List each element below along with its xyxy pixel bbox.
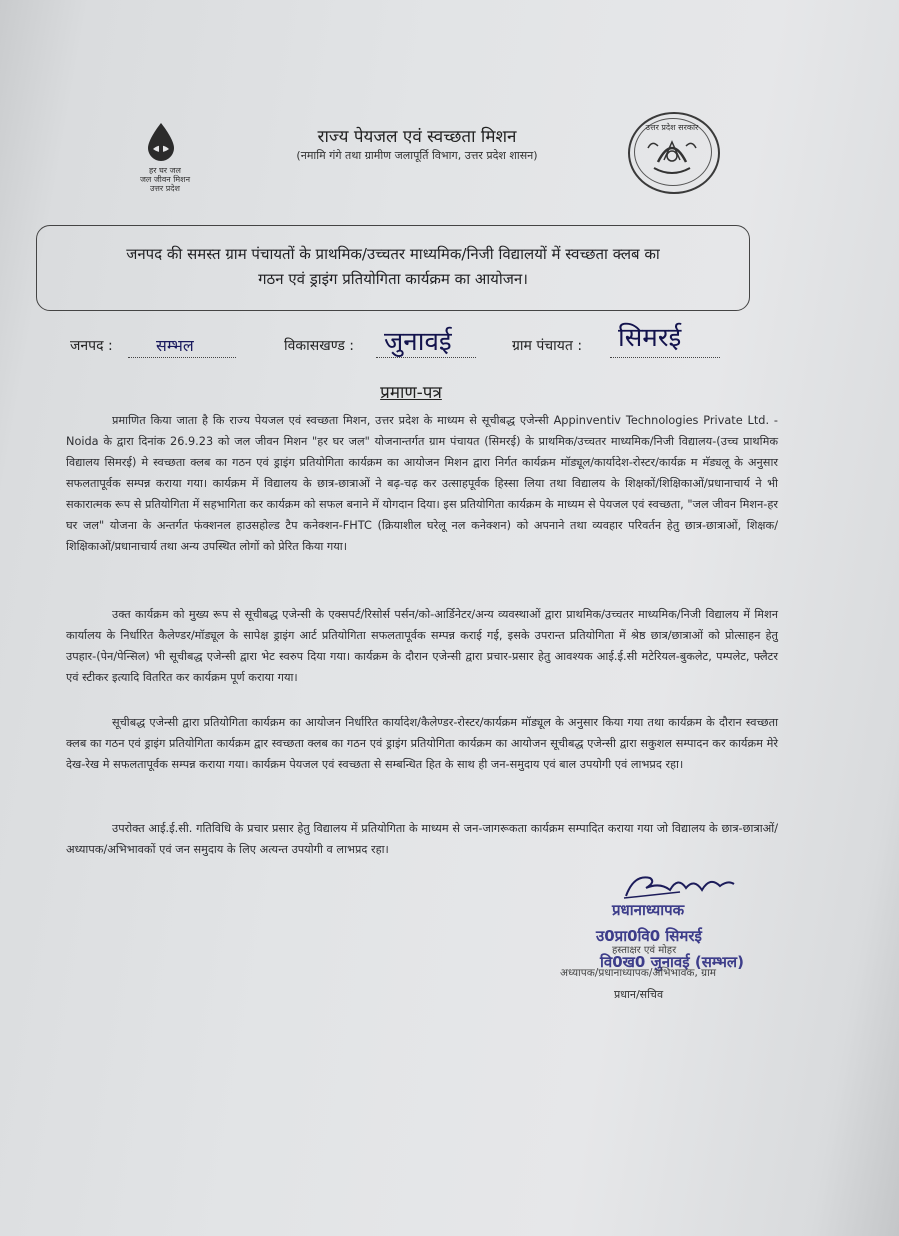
paragraph-3: सूचीबद्ध एजेन्सी द्वारा प्रतियोगिता कार्यक्रम का आयोजन निर्धारित कार्यादेश/कैलेण्डर-रोस्टर/कार्यक्रम मॉड्यूल के अनुसार किया गया तथा कार्यक्रम के दौरान स्वच्छता क्लब का गठन एवं ड्राइंग प्रतियोगिता कार्यक्रम द्वार स्वच्छता क्लब का गठन एवं ड्राइंग प्रतियोगिता कार्यक्रम का आयोजन सूचीबद्ध एजेन्सी द्वारा सकुशल सम्पादन कर कार्यक्रम मेरे देख-रेख मे सफलतापूर्वक सम्पन्न कराया गया। कार्यक्रम पेयजल एवं स्वच्छता से सम्बन्धित हित के साथ ही जन-समुदाय एवं बाल उपयोगी एवं लाभप्रद रहा। xyxy=(66,716,778,771)
stamp-line-3: वि0ख0 जुनावई (सम्भल) xyxy=(600,953,744,971)
seal-text: उत्तर प्रदेश सरकार xyxy=(645,123,699,132)
sign-label: हस्ताक्षर एवं मोहर xyxy=(612,945,677,956)
jal-jeevan-mission-logo xyxy=(130,122,200,192)
district-value: सम्भल xyxy=(156,336,194,355)
org-title: राज्य पेयजल एवं स्वच्छता मिशन xyxy=(317,127,517,147)
banner-line-2: गठन एवं ड्राइंग प्रतियोगिता कार्यक्रम का आयोजन। xyxy=(258,270,528,288)
paragraph-4: उपरोक्त आई.ई.सी. गतिविधि के प्रचार प्रसार हेतु विद्यालय में प्रतियोगिता के माध्यम से जन-जागरूकता कार्यक्रम सम्पादित कराया गया जो विद्यालय के छात्र-छात्राओं/अध्यापक/अभिभावकों एवं जन समुदाय के लिए अत्यन्त उपयोगी व लाभप्रद रहा। xyxy=(66,822,778,856)
gram-panchayat-label: ग्राम पंचायत : xyxy=(512,338,583,354)
gram-panchayat-value: सिमरई xyxy=(618,323,682,353)
stamp-line-2: उ0प्रा0वि0 सिमरई xyxy=(596,927,702,945)
banner-line-1: जनपद की समस्त ग्राम पंचायतों के प्राथमिक/उच्चतर माध्यमिक/निजी विद्यालयों में स्वच्छता क्लब का xyxy=(126,245,660,263)
signatory-role: प्रधान/सचिव xyxy=(614,988,664,1001)
water-drop-icon xyxy=(144,122,178,162)
paragraph-2: उक्त कार्यक्रम को मुख्य रूप से सूचीबद्ध एजेन्सी के एक्सपर्ट/रिसोर्स पर्सन/को-आर्डिनेटर/अन्य व्यवस्थाओं द्वारा प्राथमिक/उच्चतर माध्यमिक/निजी विद्यालय में मिशन कार्यालय के निर्धारित कैलेण्डर/मॉड्यूल के सापेक्ष ड्राइंग आर्ट प्रतियोगिता सफलतापूर्वक सम्पन्न कराई गई, इसके उपरान्त प्रतियोगिता में श्रेष्ठ छात्र/छात्राओं को प्रोत्साहन हेतु उपहार-(पेन/पेन्सिल) भी सूचीबद्ध एजेन्सी द्वारा भेट स्वरुप दिया गया। कार्यक्रम के दौरान एजेन्सी द्वारा प्रचार-प्रसार हेतु आवश्यक आई.ई.सी मटेरियल-बुकलेट, पम्पलेट, फ्लैटर एवं स्टीकर इत्यादि वितरित कर कार्यक्रम पूर्ण कराया गया। xyxy=(66,608,778,684)
handwritten-signature xyxy=(620,868,740,902)
paragraph-1: प्रमाणित किया जाता है कि राज्य पेयजल एवं स्वच्छता मिशन, उत्तर प्रदेश के माध्यम से सूचीबद्ध एजेन्सी Appinventiv Technologies Private Ltd. - Noida के द्वारा दिनांक 26.9.23 को जल जीवन मिशन "हर घर जल" योजनान्तर्गत ग्राम पंचायत (सिमरई) के प्राथमिक/उच्चतर माध्यमिक/निजी विद्यालय-(उच्च प्राथमिक विद्यालय सिमरई) मे स्वच्छता क्लब का गठन एवं ड्राइंग प्रतियोगिता कार्यक्रम का आयोजन मिशन द्वारा निर्गत कार्यक्रम मॉड्यूल/कार्यादेश-रोस्टर/कार्यक्र म मॅड्यलू के अनुसार सफलतापूर्वक सम्पन्न कराया गया। कार्यक्रम में विद्यालय के छात्र-छात्राओं ने बढ़-चढ़ कर उत्साहपूर्वक हिस्सा लिया तथा विद्यालय के शिक्षकों/शिक्षिकाओं/प्रधानाचार्य ने भी सकारात्मक रूप से प्रतियोगिता में सहभागिता कर कार्यक्रम को सफल बनाने में योगदान दिया। इस प्रतियोगिता कार्यक्रम के माध्यम से पेयजल एवं स्वच्छता, "जल जीवन मिशन-हर घर जल" योजना के अन्तर्गत फंक्शनल हाउसहोल्ड टैप कनेक्शन-FHTC (क्रियाशील घरेलू नल कनेक्शन) को अपनाने तथा व्यवहार परिवर्तन हेतु छात्र-छात्राओं, शिक्षक/शिक्षिकाओं/प्रधानाचार्य तथा अन्य उपस्थित लोगों को प्रेरित किया गया। xyxy=(66,414,778,553)
stamp-line-1: प्रधानाध्यापक xyxy=(612,901,685,919)
up-govt-seal xyxy=(628,112,720,194)
org-subtitle: (नमामि गंगे तथा ग्रामीण जलापूर्ति विभाग, उत्तर प्रदेश शासन) xyxy=(296,149,538,162)
block-value: जुनावई xyxy=(384,327,452,357)
signatory-label: अध्यापक/प्रधानाध्यापक/अभिभावक, ग्राम xyxy=(560,967,717,979)
title-banner xyxy=(36,225,750,311)
logo-caption: हर घर जल जल जीवन मिशन उत्तर प्रदेश xyxy=(139,166,191,193)
district-label: जनपद : xyxy=(70,338,113,354)
certificate-title: प्रमाण-पत्र xyxy=(380,383,442,403)
block-label: विकासखण्ड : xyxy=(284,338,355,354)
